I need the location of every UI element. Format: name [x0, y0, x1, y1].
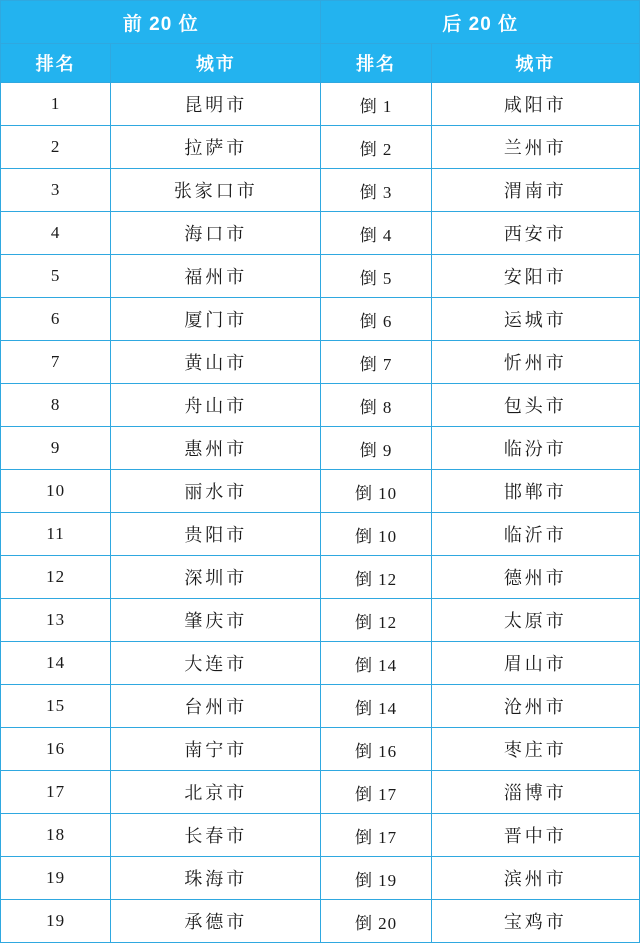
table-row — [1, 857, 640, 900]
table-row — [1, 255, 640, 298]
cell-rank-left: 15 — [1, 685, 111, 728]
cell-city-right: 包头市 — [431, 384, 639, 427]
cell-rank-left: 19 — [1, 900, 111, 943]
cell-rank-right: 倒 7 — [321, 341, 431, 384]
cell-city-right: 淄博市 — [431, 771, 639, 814]
cell-rank-left: 4 — [1, 212, 111, 255]
cell-city-left: 昆明市 — [111, 83, 321, 126]
cell-city-left: 大连市 — [111, 642, 321, 685]
cell-rank-right: 倒 2 — [321, 126, 431, 169]
cell-rank-right: 倒 14 — [321, 642, 431, 685]
cell-city-left: 张家口市 — [111, 169, 321, 212]
cell-city-right: 运城市 — [431, 298, 639, 341]
cell-city-left: 舟山市 — [111, 384, 321, 427]
cell-rank-left: 17 — [1, 771, 111, 814]
cell-city-left: 海口市 — [111, 212, 321, 255]
cell-city-left: 贵阳市 — [111, 513, 321, 556]
cell-city-right: 安阳市 — [431, 255, 639, 298]
group-header-top20: 前 20 位 — [1, 1, 321, 44]
cell-city-right: 枣庄市 — [431, 728, 639, 771]
table-row — [1, 470, 640, 513]
cell-rank-left: 9 — [1, 427, 111, 470]
cell-rank-left: 6 — [1, 298, 111, 341]
table-row — [1, 513, 640, 556]
column-header-city-left: 城市 — [111, 44, 321, 83]
table-row — [1, 771, 640, 814]
cell-rank-left: 14 — [1, 642, 111, 685]
table-group-header-row — [1, 1, 640, 44]
cell-city-left: 南宁市 — [111, 728, 321, 771]
cell-rank-right: 倒 1 — [321, 83, 431, 126]
cell-city-left: 黄山市 — [111, 341, 321, 384]
table-row — [1, 814, 640, 857]
cell-rank-right: 倒 12 — [321, 556, 431, 599]
cell-city-right: 沧州市 — [431, 685, 639, 728]
cell-rank-right: 倒 6 — [321, 298, 431, 341]
table-row — [1, 83, 640, 126]
cell-city-right: 宝鸡市 — [431, 900, 639, 943]
cell-city-right: 邯郸市 — [431, 470, 639, 513]
cell-rank-right: 倒 10 — [321, 513, 431, 556]
cell-city-left: 惠州市 — [111, 427, 321, 470]
cell-rank-right: 倒 19 — [321, 857, 431, 900]
cell-city-right: 兰州市 — [431, 126, 639, 169]
cell-rank-left: 7 — [1, 341, 111, 384]
cell-city-right: 眉山市 — [431, 642, 639, 685]
cell-rank-right: 倒 8 — [321, 384, 431, 427]
cell-city-right: 德州市 — [431, 556, 639, 599]
table-row — [1, 728, 640, 771]
cell-city-left: 台州市 — [111, 685, 321, 728]
table-row — [1, 384, 640, 427]
table-column-header-row — [1, 44, 640, 83]
cell-rank-right: 倒 3 — [321, 169, 431, 212]
cell-city-left: 北京市 — [111, 771, 321, 814]
cell-city-right: 咸阳市 — [431, 83, 639, 126]
table-row — [1, 900, 640, 943]
group-header-bottom20: 后 20 位 — [321, 1, 640, 44]
cell-rank-left: 8 — [1, 384, 111, 427]
cell-city-left: 肇庆市 — [111, 599, 321, 642]
table-row — [1, 298, 640, 341]
cell-city-left: 福州市 — [111, 255, 321, 298]
cell-city-left: 深圳市 — [111, 556, 321, 599]
cell-city-right: 渭南市 — [431, 169, 639, 212]
cell-rank-left: 10 — [1, 470, 111, 513]
column-header-rank-right: 排名 — [321, 44, 431, 83]
cell-rank-right: 倒 17 — [321, 814, 431, 857]
cell-city-right: 临汾市 — [431, 427, 639, 470]
cell-rank-right: 倒 17 — [321, 771, 431, 814]
cell-rank-left: 2 — [1, 126, 111, 169]
table-row — [1, 685, 640, 728]
column-header-city-right: 城市 — [431, 44, 639, 83]
table-row — [1, 642, 640, 685]
cell-rank-left: 1 — [1, 83, 111, 126]
cell-rank-right: 倒 12 — [321, 599, 431, 642]
table-row — [1, 556, 640, 599]
cell-rank-left: 18 — [1, 814, 111, 857]
column-header-rank-left: 排名 — [1, 44, 111, 83]
table-row — [1, 341, 640, 384]
table-row — [1, 126, 640, 169]
cell-rank-left: 3 — [1, 169, 111, 212]
cell-rank-left: 16 — [1, 728, 111, 771]
cell-rank-right: 倒 9 — [321, 427, 431, 470]
cell-city-right: 临沂市 — [431, 513, 639, 556]
cell-rank-left: 19 — [1, 857, 111, 900]
cell-rank-left: 11 — [1, 513, 111, 556]
cell-city-right: 忻州市 — [431, 341, 639, 384]
cell-city-right: 西安市 — [431, 212, 639, 255]
table-row — [1, 169, 640, 212]
cell-city-left: 珠海市 — [111, 857, 321, 900]
table-row — [1, 212, 640, 255]
cell-city-right: 滨州市 — [431, 857, 639, 900]
cell-rank-right: 倒 10 — [321, 470, 431, 513]
cell-city-left: 拉萨市 — [111, 126, 321, 169]
cell-city-left: 承德市 — [111, 900, 321, 943]
cell-city-left: 厦门市 — [111, 298, 321, 341]
cell-city-left: 长春市 — [111, 814, 321, 857]
table-row — [1, 599, 640, 642]
cell-city-right: 太原市 — [431, 599, 639, 642]
cell-rank-right: 倒 16 — [321, 728, 431, 771]
cell-rank-left: 13 — [1, 599, 111, 642]
cell-rank-right: 倒 5 — [321, 255, 431, 298]
cell-city-left: 丽水市 — [111, 470, 321, 513]
cell-rank-right: 倒 4 — [321, 212, 431, 255]
cell-rank-left: 12 — [1, 556, 111, 599]
cell-rank-right: 倒 20 — [321, 900, 431, 943]
cell-rank-left: 5 — [1, 255, 111, 298]
cell-city-right: 晋中市 — [431, 814, 639, 857]
cell-rank-right: 倒 14 — [321, 685, 431, 728]
table-row — [1, 427, 640, 470]
